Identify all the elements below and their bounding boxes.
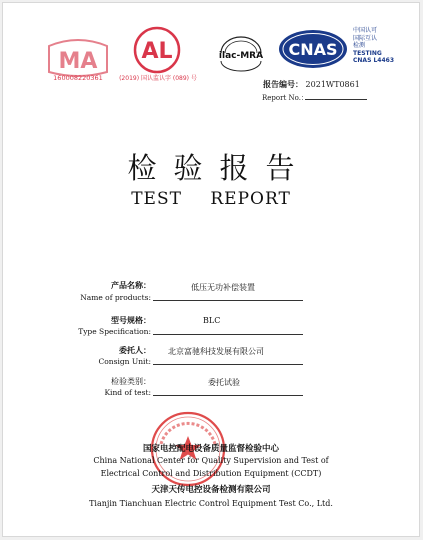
field-label-type-en: Type Specification:: [78, 327, 151, 336]
report-number-label-en: Report No.：: [262, 94, 308, 102]
svg-text:AL: AL: [141, 39, 173, 64]
field-underline: [153, 364, 303, 365]
report-number-underline: [305, 99, 367, 100]
cnas-line-1: 中国认可: [353, 27, 378, 34]
field-value-product: 低压无功补偿装置: [191, 283, 255, 292]
ilac-mra-logo-icon: [213, 33, 269, 73]
cnas-accreditation-text: [353, 27, 394, 65]
organization-name-cn: 国家电控配电设备质量监督检验中心: [142, 444, 279, 454]
cnas-line-5: CNAS L4463: [353, 57, 395, 65]
field-value-consign: 北京富驰科技发展有限公司: [168, 347, 264, 356]
company-name-en: Tianjin Tianchuan Electric Control Equipment Test Co., Ltd.: [89, 499, 333, 508]
report-number-label: 报告编号：: [263, 79, 303, 89]
cnas-line-4: TESTING: [353, 49, 382, 57]
cma-code: 160008220361: [53, 74, 103, 82]
field-label-consign-en: Consign Unit:: [98, 357, 151, 366]
organization-name-en-line1: China National Center for Quality Supervision and Test of: [93, 456, 329, 465]
field-label-product-en: Name of products:: [80, 293, 151, 302]
field-label-product: 产品名称：: [111, 280, 151, 290]
title-chinese: 检验报告: [127, 151, 312, 185]
svg-text:ilac-MRA: ilac-MRA: [218, 51, 264, 61]
field-value-type: BLC: [203, 316, 221, 325]
field-underline: [153, 334, 303, 335]
field-underline: [153, 300, 303, 301]
report-cover-page: [2, 2, 420, 537]
report-number-value: 2021WT0861: [305, 80, 360, 89]
title-english: TEST REPORT: [131, 189, 291, 209]
cnas-logo-icon: [278, 29, 348, 69]
svg-text:CNAS: CNAS: [288, 40, 338, 59]
cnas-line-2: 国际互认: [353, 34, 378, 42]
organization-name-en-line2: Electrical Control and Distribution Equipment (CCDT): [100, 469, 322, 478]
svg-text:MA: MA: [58, 49, 98, 74]
cal-code: (2019) 国认监认字 (089) 号: [119, 75, 197, 82]
field-label-type: 型号规格：: [111, 315, 151, 325]
company-name-cn: 天津天传电控设备检测有限公司: [151, 485, 271, 495]
cnas-line-3: 检测: [353, 42, 366, 50]
cal-logo-icon: [128, 25, 186, 75]
field-underline: [153, 395, 303, 396]
field-value-kind: 委托试验: [208, 378, 240, 387]
field-label-consign: 委托人：: [119, 345, 151, 355]
field-label-kind-en: Kind of test:: [104, 388, 151, 397]
report-number: [263, 79, 360, 90]
field-label-kind: 检验类别：: [111, 377, 151, 386]
